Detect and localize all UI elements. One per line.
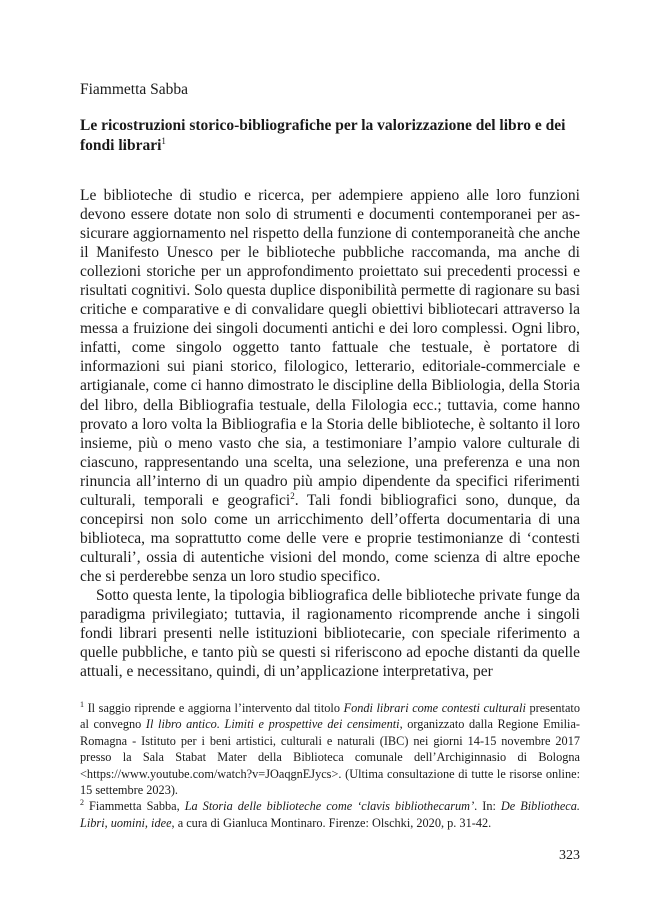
footnote-1-text-b: presentato al convegno bbox=[80, 701, 580, 732]
author-name: Fiammetta Sabba bbox=[80, 81, 189, 98]
footnote-1-text-c: , organizzato dalla Regione Emilia-Romagna - Istituto per i beni artistici, culturali e naturali (IBC) nei giorni 14-15 novembre 2017 presso la Sala Stabat Mater della Biblioteca comunale dell’Archiginnasio di Bologna <https://www.youtube.com/watch?v=JOaqgnEJycs>. (Ultima consultazione di tutte le risorse online: 15 settembre 2023). bbox=[80, 717, 580, 798]
paragraph-1-text-b: . Tali fondi bibliografici sono, dunque, da concepirsi non solo come un arricchimento dell’offerta documentaria di una biblioteca, ma soprattutto come delle vere e proprie testimonianze di ‘contesti culturali’, ossia di autentiche visioni del mondo, come scienza di altre epoche che si perderebbe senza un loro studio specifico. bbox=[80, 491, 580, 585]
footnote-1-text-a: Il saggio riprende e aggiorna l’intervento dal titolo bbox=[84, 701, 344, 715]
essay-title bbox=[80, 116, 580, 156]
footnote-2-text-a: Fiammetta Sabba, bbox=[84, 799, 185, 814]
body-paragraph-2: Sotto questa lente, la tipologia bibliografica delle biblioteche private funge da paradigma privilegiato; tuttavia, il ragionamento ricomprende anche i singoli fondi librari presenti nelle istituzioni bibliotecarie, con speciale riferimento a quelle pubbliche, e tanto più se questi si riferiscono ad epoche distanti da quelle attuali, e necessitano, quindi, di un’applicazione interpretativa, per bbox=[80, 586, 580, 681]
paragraph-1-text-a: Le biblioteche di studio e ricerca, per adempiere appieno alle loro funzioni devono essere dotate non solo di strumenti e documenti contemporanei per assicurare aggiornamento nel rispetto della funzione di contemporaneità che anche il Manifesto Unesco per le biblioteche pubbliche raccomanda, ma anche di collezioni storiche per un approfondimento proiettato sui precedenti processi e risultati cognitivi. Solo questa duplice disponibilità permette di ragionare su basi critiche e comparative e di convalidare quegli obiettivi bibliotecari attraverso la messa a fruizione dei singoli documenti antichi e dei loro complessi. Ogni libro, infatti, come singolo oggetto tanto fattuale che testuale, è portatore di informazioni sui piani storico, filologico, letterario, editoriale-commerciale e artigianale, come ci hanno dimostrato le discipline della Bibliologia, della Storia del libro, della Bibliografia testuale, della Filologia ecc.; tuttavia, come hanno provato a loro volta la Bibliografia e la Storia delle biblioteche, è soltanto il loro insieme, più o meno vasto che sia, a testimoniare l’ampio valore culturale di ciascuno, rappresentando una scelta, una selezione, una preferenza e una non rinuncia all’interno di un quadro più ampio dipendente da specifici riferimenti culturali, temporali e geografici bbox=[80, 187, 580, 509]
footnotes bbox=[80, 700, 580, 831]
body-paragraph-1 bbox=[80, 186, 580, 586]
footnote-1-italic-2: Il libro antico. Limiti e prospettive dei censimenti bbox=[145, 717, 400, 732]
footnote-2 bbox=[80, 798, 580, 831]
footnote-2-number: 2 bbox=[80, 798, 84, 808]
footnote-1-italic-1: Fondi librari come contesti culturali bbox=[343, 701, 526, 715]
footnote-1 bbox=[80, 700, 580, 798]
title-footnote-ref[interactable]: 1 bbox=[161, 135, 166, 146]
essay-title-text: Le ricostruzioni storico-bibliografiche per la valorizzazione del libro e dei fondi librari bbox=[80, 117, 566, 154]
page-number: 323 bbox=[559, 848, 580, 863]
footnote-2-italic-2: De Bibliotheca. Libri, uomini, idee bbox=[80, 799, 580, 830]
footnote-2-italic-1: La Storia delle biblioteche come ‘clavis bibliothecarum’ bbox=[184, 799, 475, 814]
footnote-2-text-b: . In: bbox=[474, 799, 501, 814]
footnote-2-text-c: , a cura di Gianluca Montinaro. Firenze: Olschki, 2020, p. 31-42. bbox=[171, 815, 492, 830]
footnote-1-number: 1 bbox=[80, 699, 84, 709]
essay-body bbox=[80, 186, 580, 681]
footnote-ref-2[interactable]: 2 bbox=[290, 490, 295, 501]
